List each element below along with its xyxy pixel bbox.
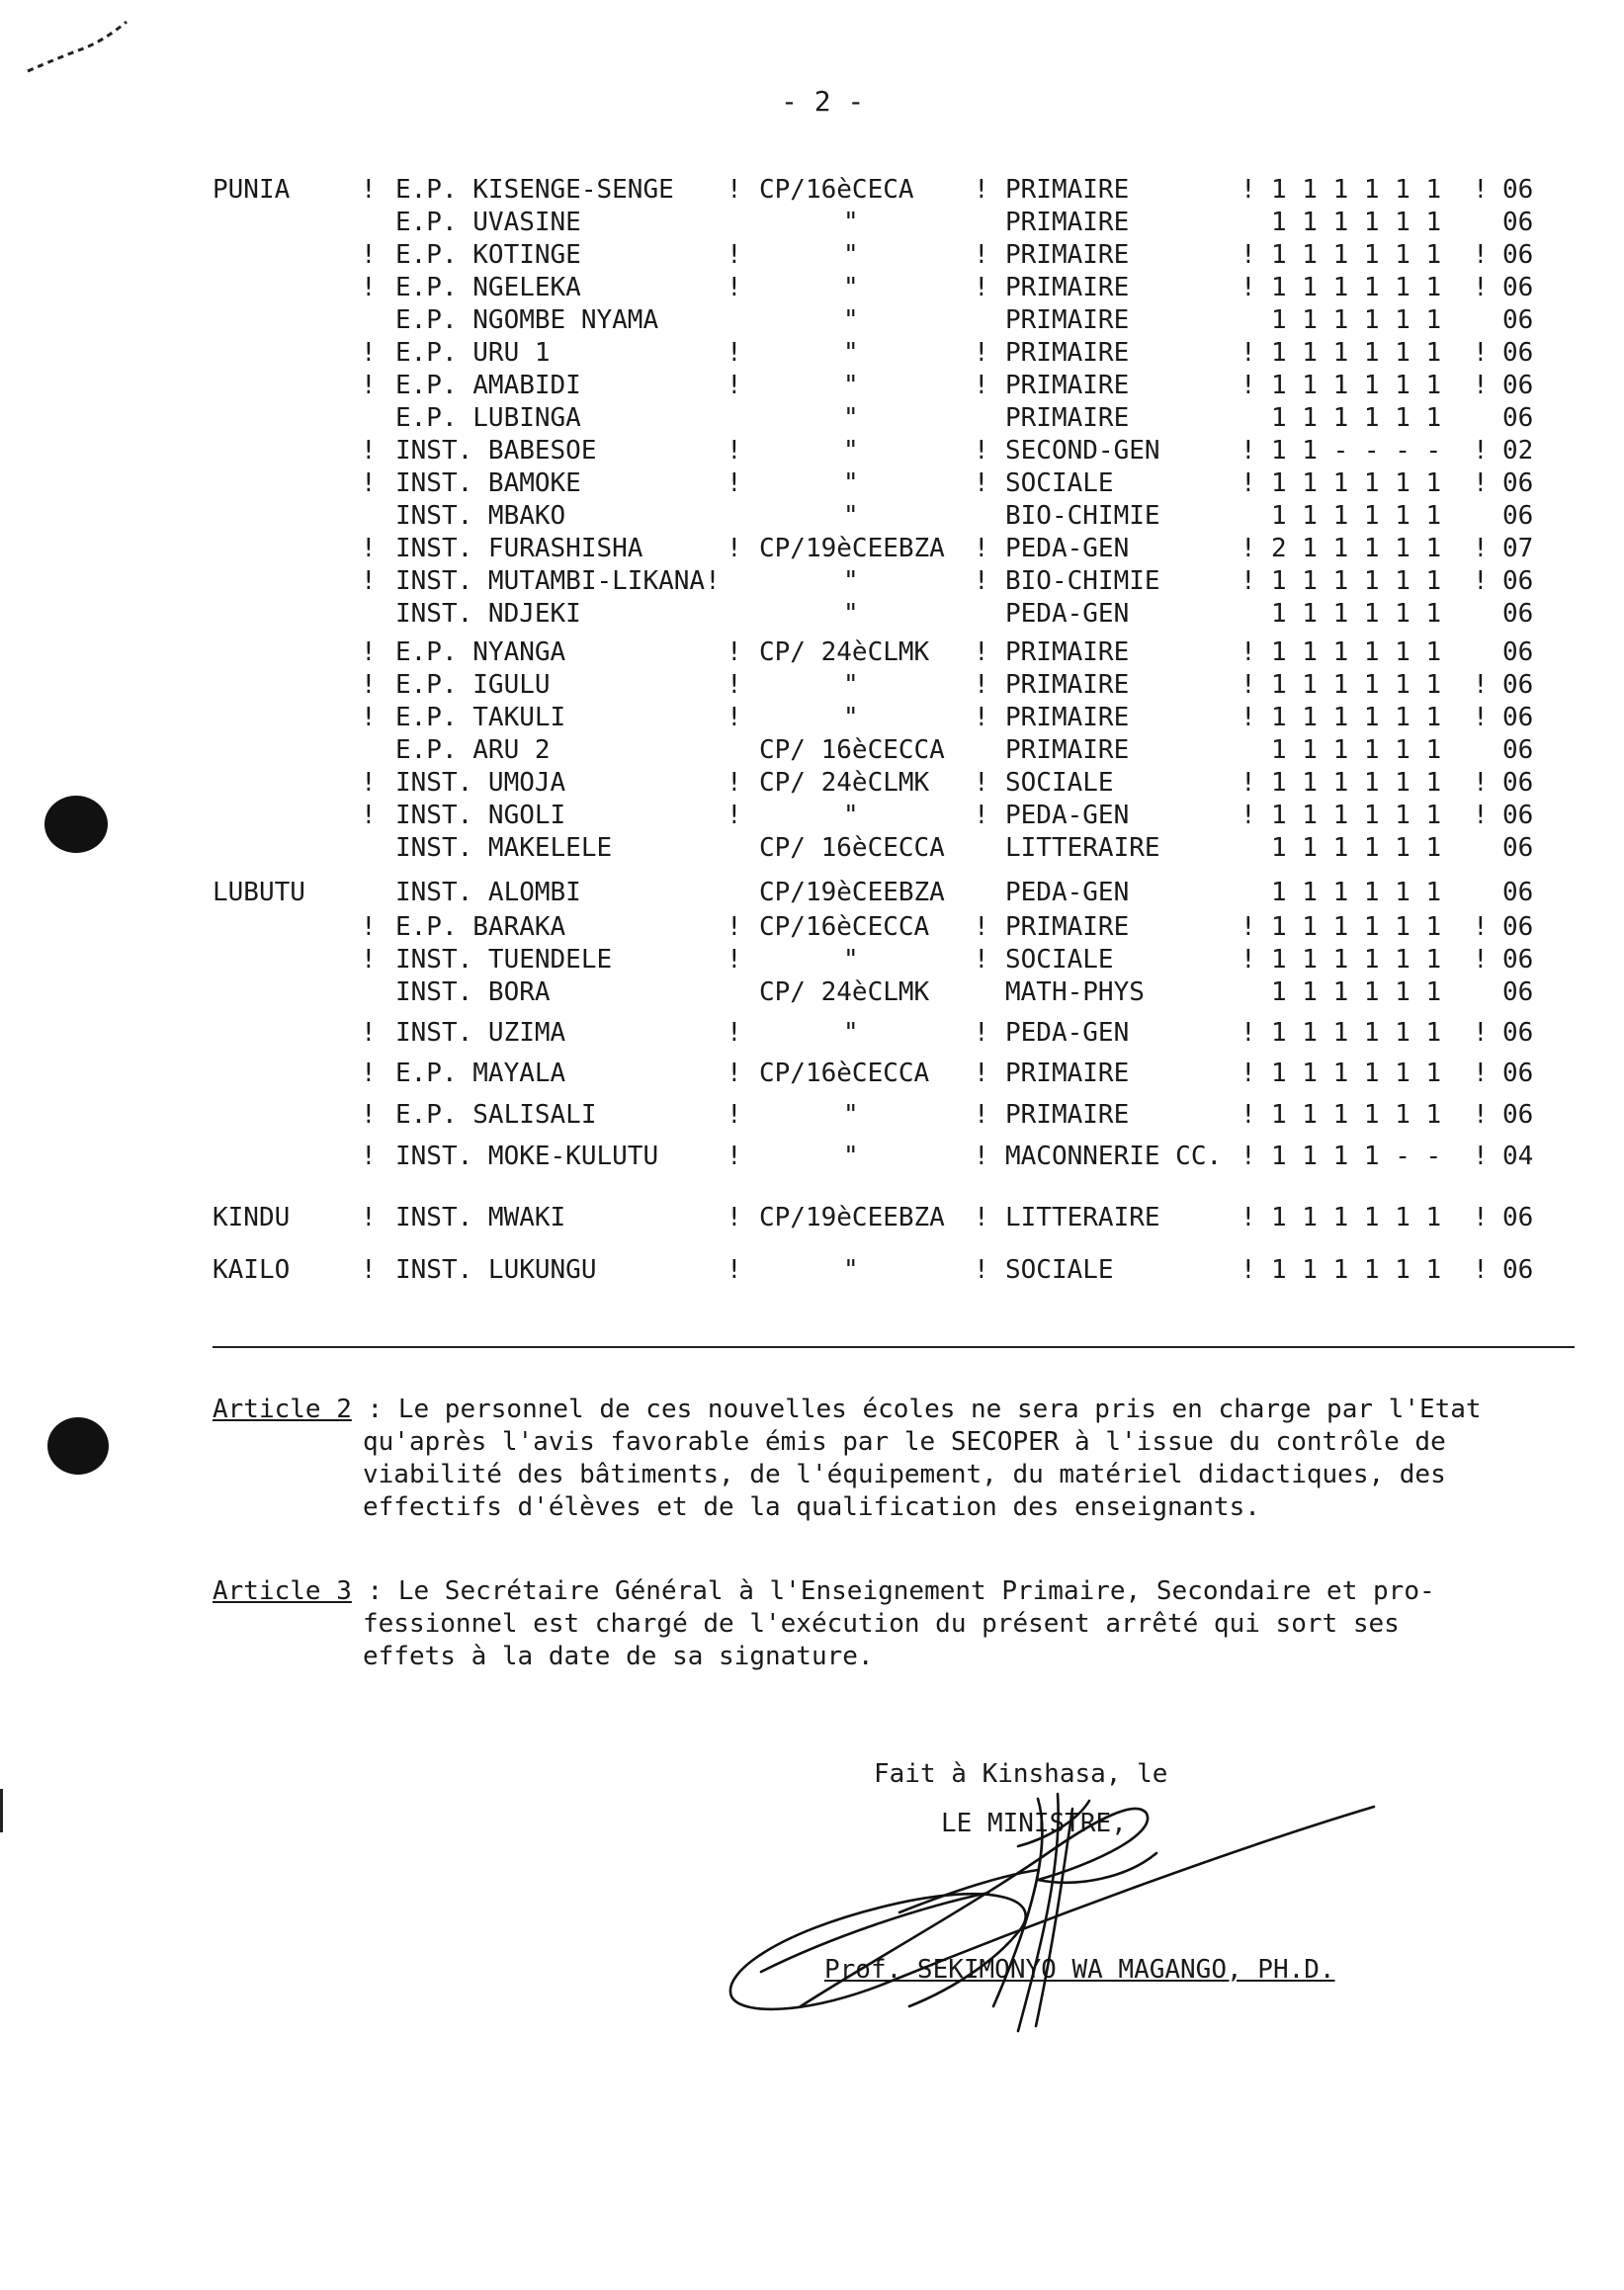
separator-mark: !: [1240, 175, 1256, 205]
separator-mark: !: [974, 768, 989, 798]
classes-cell: 1 1 1 1 1 1: [1271, 1100, 1442, 1130]
total-cell: 06: [1502, 637, 1534, 667]
separator-mark: !: [1473, 468, 1489, 498]
separator-mark: !: [1473, 240, 1489, 270]
school-name-cell: E.P. AMABIDI: [395, 371, 581, 400]
separator-mark: !: [1473, 566, 1489, 596]
separator-mark: !: [1473, 175, 1489, 205]
option-cell: PEDA-GEN: [1005, 878, 1130, 907]
separator-mark: !: [361, 534, 377, 563]
total-cell: 06: [1502, 208, 1534, 237]
classes-cell: 1 1 1 1 1 1: [1271, 1059, 1442, 1088]
school-name-cell: E.P. SALISALI: [395, 1100, 597, 1130]
classes-cell: 1 1 1 1 1 1: [1271, 912, 1442, 942]
classes-cell: 1 1 1 1 1 1: [1271, 566, 1442, 596]
separator-mark: !: [1473, 801, 1489, 830]
district-cell: KAILO: [213, 1255, 291, 1285]
separator-mark: !: [974, 912, 989, 942]
school-name-cell: INST. MWAKI: [395, 1203, 566, 1232]
article-3-line: : Le Secrétaire Général à l'Enseignement Primaire, Secondaire et pro-: [351, 1576, 1435, 1606]
separator-mark: !: [727, 240, 742, 270]
article-2-line: effectifs d'élèves et de la qualification des enseignants.: [363, 1492, 1260, 1522]
total-cell: 06: [1502, 735, 1534, 765]
reference-cell: ": [843, 305, 859, 335]
article-3: [213, 1575, 1586, 1673]
reference-cell: ": [843, 403, 859, 433]
separator-mark: !: [727, 436, 742, 466]
classes-cell: 1 1 1 1 1 1: [1271, 703, 1442, 732]
total-cell: 06: [1502, 305, 1534, 335]
option-cell: PEDA-GEN: [1005, 534, 1130, 563]
corner-scribble: [20, 10, 128, 79]
school-name-cell: INST. NGOLI: [395, 801, 566, 830]
separator-mark: !: [727, 912, 742, 942]
separator-mark: !: [1240, 1142, 1256, 1171]
separator-mark: !: [974, 240, 989, 270]
separator-mark: !: [361, 637, 377, 667]
school-name-cell: INST. MOKE-KULUTU: [395, 1142, 659, 1171]
separator-mark: !: [361, 1059, 377, 1088]
article-2: [213, 1394, 1586, 1524]
option-cell: LITTERAIRE: [1005, 1203, 1160, 1232]
left-edge-mark: [0, 1789, 3, 1832]
separator-mark: !: [1240, 1059, 1256, 1088]
separator-mark: !: [1240, 273, 1256, 302]
separator-mark: !: [1240, 1255, 1256, 1285]
option-cell: SOCIALE: [1005, 468, 1114, 498]
separator-mark: !: [1240, 945, 1256, 975]
option-cell: PRIMAIRE: [1005, 273, 1130, 302]
separator-mark: !: [974, 534, 989, 563]
option-cell: PRIMAIRE: [1005, 403, 1130, 433]
school-name-cell: E.P. ARU 2: [395, 735, 551, 765]
option-cell: SOCIALE: [1005, 768, 1114, 798]
separator-mark: !: [974, 637, 989, 667]
classes-cell: 1 1 1 1 1 1: [1271, 403, 1442, 433]
table-bottom-rule: [213, 1346, 1575, 1348]
separator-mark: !: [727, 670, 742, 700]
article-2-label: Article 2: [213, 1395, 352, 1424]
reference-cell: ": [843, 599, 859, 629]
separator-mark: !: [1240, 534, 1256, 563]
separator-mark: !: [1473, 1018, 1489, 1048]
option-cell: PRIMAIRE: [1005, 637, 1130, 667]
school-name-cell: E.P. TAKULI: [395, 703, 566, 732]
article-3-label: Article 3: [213, 1576, 352, 1606]
total-cell: 06: [1502, 501, 1534, 531]
reference-cell: ": [843, 566, 859, 596]
reference-cell: ": [843, 1018, 859, 1048]
option-cell: PRIMAIRE: [1005, 240, 1130, 270]
separator-mark: !: [974, 703, 989, 732]
separator-mark: !: [1240, 338, 1256, 368]
classes-cell: 1 1 1 1 1 1: [1271, 468, 1442, 498]
article-3-line: effets à la date de sa signature.: [363, 1642, 874, 1671]
separator-mark: !: [974, 468, 989, 498]
option-cell: MACONNERIE CC.: [1005, 1142, 1223, 1171]
article-2-line: : Le personnel de ces nouvelles écoles ne sera pris en charge par l'Etat: [351, 1395, 1482, 1424]
separator-mark: !: [1240, 371, 1256, 400]
separator-mark: !: [727, 1059, 742, 1088]
classes-cell: 1 1 1 1 1 1: [1271, 501, 1442, 531]
reference-cell: ": [843, 338, 859, 368]
reference-cell: CP/ 24èCLMK: [759, 637, 930, 667]
classes-cell: 1 1 1 1 1 1: [1271, 833, 1442, 863]
reference-cell: ": [843, 1142, 859, 1171]
separator-mark: !: [361, 371, 377, 400]
reference-cell: ": [843, 240, 859, 270]
total-cell: 06: [1502, 371, 1534, 400]
reference-cell: CP/16èCECCA: [759, 912, 930, 942]
reference-cell: ": [843, 468, 859, 498]
article-2-line: qu'après l'avis favorable émis par le SECOPER à l'issue du contrôle de: [363, 1427, 1446, 1457]
total-cell: 06: [1502, 1018, 1534, 1048]
separator-mark: !: [1473, 436, 1489, 466]
school-name-cell: E.P. IGULU: [395, 670, 551, 700]
classes-cell: 1 1 1 1 1 1: [1271, 240, 1442, 270]
total-cell: 06: [1502, 599, 1534, 629]
classes-cell: 1 1 1 1 1 1: [1271, 768, 1442, 798]
classes-cell: 1 1 1 1 1 1: [1271, 1203, 1442, 1232]
school-name-cell: INST. FURASHISHA: [395, 534, 643, 563]
school-name-cell: INST. BABESOE: [395, 436, 597, 466]
school-name-cell: INST. TUENDELE: [395, 945, 613, 975]
reference-cell: ": [843, 703, 859, 732]
classes-cell: 1 1 1 1 1 1: [1271, 670, 1442, 700]
separator-mark: !: [1240, 1100, 1256, 1130]
handwritten-signature: [722, 1759, 1384, 2046]
school-name-cell: INST. ALOMBI: [395, 878, 581, 907]
option-cell: PRIMAIRE: [1005, 912, 1130, 942]
option-cell: PRIMAIRE: [1005, 175, 1130, 205]
option-cell: SOCIALE: [1005, 1255, 1114, 1285]
separator-mark: !: [974, 1100, 989, 1130]
classes-cell: 1 1 1 1 1 1: [1271, 273, 1442, 302]
district-cell: LUBUTU: [213, 878, 305, 907]
total-cell: 06: [1502, 403, 1534, 433]
reference-cell: CP/16èCECCA: [759, 1059, 930, 1088]
separator-mark: !: [727, 1018, 742, 1048]
separator-mark: !: [1240, 670, 1256, 700]
separator-mark: !: [1473, 703, 1489, 732]
separator-mark: !: [727, 273, 742, 302]
separator-mark: !: [361, 566, 377, 596]
district-cell: PUNIA: [213, 175, 291, 205]
separator-mark: !: [727, 801, 742, 830]
separator-mark: !: [727, 534, 742, 563]
separator-mark: !: [361, 945, 377, 975]
school-name-cell: INST. MBAKO: [395, 501, 566, 531]
separator-mark: !: [974, 945, 989, 975]
reference-cell: CP/16èCECA: [759, 175, 914, 205]
reference-cell: CP/19èCEEBZA: [759, 534, 945, 563]
separator-mark: !: [727, 945, 742, 975]
separator-mark: !: [361, 338, 377, 368]
separator-mark: !: [974, 1255, 989, 1285]
option-cell: PEDA-GEN: [1005, 1018, 1130, 1048]
separator-mark: !: [727, 1203, 742, 1232]
total-cell: 06: [1502, 1100, 1534, 1130]
closing-place-date: Fait à Kinshasa, le: [874, 1759, 1168, 1789]
separator-mark: !: [361, 175, 377, 205]
separator-mark: !: [361, 801, 377, 830]
classes-cell: 1 1 1 1 1 1: [1271, 1255, 1442, 1285]
separator-mark: !: [1473, 1203, 1489, 1232]
reference-cell: ": [843, 273, 859, 302]
total-cell: 06: [1502, 801, 1534, 830]
school-name-cell: E.P. NGELEKA: [395, 273, 581, 302]
separator-mark: !: [727, 175, 742, 205]
separator-mark: !: [361, 768, 377, 798]
school-name-cell: E.P. BARAKA: [395, 912, 566, 942]
separator-mark: !: [361, 1018, 377, 1048]
separator-mark: !: [361, 1100, 377, 1130]
school-name-cell: E.P. NGOMBE NYAMA: [395, 305, 659, 335]
separator-mark: !: [974, 670, 989, 700]
school-name-cell: INST. NDJEKI: [395, 599, 581, 629]
total-cell: 06: [1502, 1203, 1534, 1232]
total-cell: 06: [1502, 566, 1534, 596]
separator-mark: !: [361, 436, 377, 466]
separator-mark: !: [974, 1018, 989, 1048]
option-cell: PRIMAIRE: [1005, 338, 1130, 368]
separator-mark: !: [1240, 240, 1256, 270]
school-name-cell: E.P. LUBINGA: [395, 403, 581, 433]
total-cell: 02: [1502, 436, 1534, 466]
classes-cell: 1 1 1 1 1 1: [1271, 735, 1442, 765]
reference-cell: CP/19èCEEBZA: [759, 1203, 945, 1232]
separator-mark: !: [1240, 703, 1256, 732]
separator-mark: !: [727, 703, 742, 732]
separator-mark: !: [1240, 637, 1256, 667]
separator-mark: !: [727, 768, 742, 798]
option-cell: BIO-CHIMIE: [1005, 501, 1160, 531]
separator-mark: !: [361, 240, 377, 270]
separator-mark: !: [974, 1142, 989, 1171]
separator-mark: !: [974, 566, 989, 596]
total-cell: 06: [1502, 945, 1534, 975]
separator-mark: !: [1240, 1203, 1256, 1232]
reference-cell: ": [843, 436, 859, 466]
article-2-line: viabilité des bâtiments, de l'équipement, du matériel didactiques, des: [363, 1460, 1446, 1489]
classes-cell: 1 1 1 1 1 1: [1271, 1018, 1442, 1048]
total-cell: 06: [1502, 468, 1534, 498]
reference-cell: ": [843, 670, 859, 700]
separator-mark: !: [1240, 801, 1256, 830]
separator-mark: !: [727, 338, 742, 368]
separator-mark: !: [1473, 1142, 1489, 1171]
separator-mark: !: [974, 1203, 989, 1232]
school-name-cell: E.P. MAYALA: [395, 1059, 566, 1088]
classes-cell: 1 1 1 1 1 1: [1271, 801, 1442, 830]
total-cell: 06: [1502, 273, 1534, 302]
option-cell: PRIMAIRE: [1005, 703, 1130, 732]
classes-cell: 1 1 1 1 1 1: [1271, 637, 1442, 667]
option-cell: PRIMAIRE: [1005, 670, 1130, 700]
classes-cell: 1 1 1 1 1 1: [1271, 208, 1442, 237]
option-cell: SECOND-GEN: [1005, 436, 1160, 466]
option-cell: SOCIALE: [1005, 945, 1114, 975]
total-cell: 06: [1502, 833, 1534, 863]
separator-mark: !: [361, 670, 377, 700]
reference-cell: CP/ 16èCECCA: [759, 735, 945, 765]
classes-cell: 1 1 1 1 1 1: [1271, 371, 1442, 400]
option-cell: BIO-CHIMIE: [1005, 566, 1160, 596]
separator-mark: !: [974, 436, 989, 466]
option-cell: PRIMAIRE: [1005, 1100, 1130, 1130]
separator-mark: !: [1240, 768, 1256, 798]
separator-mark: !: [1240, 436, 1256, 466]
school-name-cell: E.P. KISENGE-SENGE: [395, 175, 674, 205]
separator-mark: !: [974, 338, 989, 368]
separator-mark: !: [727, 468, 742, 498]
classes-cell: 1 1 1 1 1 1: [1271, 338, 1442, 368]
reference-cell: CP/ 24èCLMK: [759, 768, 930, 798]
classes-cell: 1 1 1 1 1 1: [1271, 175, 1442, 205]
article-3-line: fessionnel est chargé de l'exécution du présent arrêté qui sort ses: [363, 1609, 1400, 1639]
separator-mark: !: [974, 1059, 989, 1088]
separator-mark: !: [1473, 1059, 1489, 1088]
separator-mark: !: [1473, 1100, 1489, 1130]
separator-mark: !: [727, 637, 742, 667]
total-cell: 06: [1502, 1059, 1534, 1088]
option-cell: MATH-PHYS: [1005, 977, 1145, 1007]
separator-mark: !: [1473, 273, 1489, 302]
school-name-cell: INST. UZIMA: [395, 1018, 566, 1048]
separator-mark: !: [361, 1255, 377, 1285]
punch-hole-bottom: [47, 1417, 109, 1475]
separator-mark: !: [361, 273, 377, 302]
reference-cell: ": [843, 371, 859, 400]
page-number: - 2 -: [781, 85, 865, 118]
separator-mark: !: [361, 912, 377, 942]
option-cell: PEDA-GEN: [1005, 599, 1130, 629]
separator-mark: !: [974, 801, 989, 830]
school-name-cell: INST. BORA: [395, 977, 551, 1007]
school-name-cell: E.P. KOTINGE: [395, 240, 581, 270]
total-cell: 06: [1502, 703, 1534, 732]
district-cell: KINDU: [213, 1203, 291, 1232]
option-cell: PEDA-GEN: [1005, 801, 1130, 830]
separator-mark: !: [1240, 1018, 1256, 1048]
separator-mark: !: [974, 371, 989, 400]
total-cell: 06: [1502, 240, 1534, 270]
reference-cell: ": [843, 501, 859, 531]
total-cell: 06: [1502, 977, 1534, 1007]
article-3-first-line: [213, 1575, 1586, 1608]
classes-cell: 1 1 1 1 - -: [1271, 1142, 1442, 1171]
separator-mark: !: [727, 371, 742, 400]
classes-cell: 1 1 1 1 1 1: [1271, 977, 1442, 1007]
separator-mark: !: [974, 273, 989, 302]
punch-hole-top: [44, 796, 108, 853]
school-name-cell: INST. BAMOKE: [395, 468, 581, 498]
separator-mark: !: [1473, 945, 1489, 975]
total-cell: 06: [1502, 670, 1534, 700]
reference-cell: ": [843, 208, 859, 237]
separator-mark: !: [1240, 468, 1256, 498]
separator-mark: !: [1240, 566, 1256, 596]
option-cell: PRIMAIRE: [1005, 305, 1130, 335]
total-cell: 07: [1502, 534, 1534, 563]
school-name-cell: E.P. URU 1: [395, 338, 551, 368]
signatory-name: Prof. SEKIMONYO WA MAGANGO, PH.D.: [824, 1955, 1335, 1985]
option-cell: PRIMAIRE: [1005, 208, 1130, 237]
separator-mark: !: [361, 703, 377, 732]
reference-cell: ": [843, 1255, 859, 1285]
reference-cell: CP/19èCEEBZA: [759, 878, 945, 907]
separator-mark: !: [727, 1255, 742, 1285]
option-cell: PRIMAIRE: [1005, 371, 1130, 400]
reference-cell: ": [843, 801, 859, 830]
classes-cell: 2 1 1 1 1 1: [1271, 534, 1442, 563]
separator-mark: !: [361, 1142, 377, 1171]
separator-mark: !: [1473, 338, 1489, 368]
separator-mark: !: [1473, 534, 1489, 563]
separator-mark: !: [727, 1142, 742, 1171]
separator-mark: !: [1240, 912, 1256, 942]
separator-mark: !: [1473, 912, 1489, 942]
separator-mark: !: [1473, 768, 1489, 798]
school-name-cell: E.P. NYANGA: [395, 637, 566, 667]
total-cell: 06: [1502, 912, 1534, 942]
article-2-first-line: [213, 1394, 1586, 1426]
separator-mark: !: [1473, 670, 1489, 700]
total-cell: 06: [1502, 878, 1534, 907]
classes-cell: 1 1 1 1 1 1: [1271, 599, 1442, 629]
school-name-cell: INST. UMOJA: [395, 768, 566, 798]
total-cell: 04: [1502, 1142, 1534, 1171]
classes-cell: 1 1 - - - -: [1271, 436, 1442, 466]
total-cell: 06: [1502, 338, 1534, 368]
classes-cell: 1 1 1 1 1 1: [1271, 305, 1442, 335]
school-name-cell: INST. MAKELELE: [395, 833, 613, 863]
school-name-cell: INST. MUTAMBI-LIKANA!: [395, 566, 721, 596]
reference-cell: CP/ 16èCECCA: [759, 833, 945, 863]
total-cell: 06: [1502, 1255, 1534, 1285]
classes-cell: 1 1 1 1 1 1: [1271, 878, 1442, 907]
closing-title: LE MINISTRE,: [941, 1809, 1127, 1838]
option-cell: LITTERAIRE: [1005, 833, 1160, 863]
total-cell: 06: [1502, 768, 1534, 798]
reference-cell: CP/ 24èCLMK: [759, 977, 930, 1007]
option-cell: PRIMAIRE: [1005, 735, 1130, 765]
separator-mark: !: [974, 175, 989, 205]
separator-mark: !: [361, 1203, 377, 1232]
total-cell: 06: [1502, 175, 1534, 205]
reference-cell: ": [843, 945, 859, 975]
classes-cell: 1 1 1 1 1 1: [1271, 945, 1442, 975]
school-name-cell: E.P. UVASINE: [395, 208, 581, 237]
separator-mark: !: [1473, 371, 1489, 400]
school-name-cell: INST. LUKUNGU: [395, 1255, 597, 1285]
reference-cell: ": [843, 1100, 859, 1130]
separator-mark: !: [1473, 1255, 1489, 1285]
separator-mark: !: [361, 468, 377, 498]
option-cell: PRIMAIRE: [1005, 1059, 1130, 1088]
separator-mark: !: [727, 1100, 742, 1130]
